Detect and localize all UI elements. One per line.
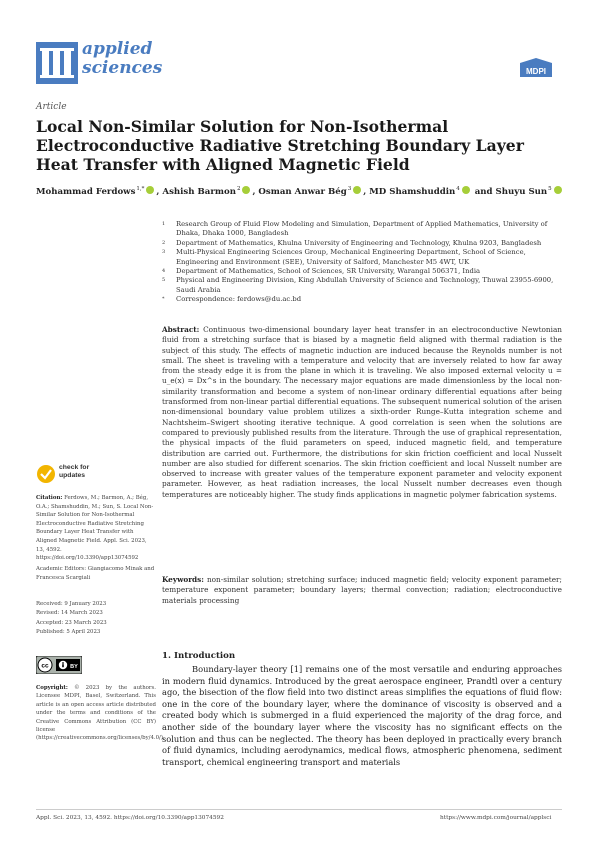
affiliations xyxy=(162,220,562,305)
affiliation-item xyxy=(162,295,562,304)
citation xyxy=(36,494,156,563)
affiliation-text: Department of Mathematics, Khulna University of Engineering and Technology, Khulna 9203, Bangladesh xyxy=(176,238,542,247)
author-name: Osman Anwar Bég xyxy=(258,187,347,197)
author[interactable] xyxy=(258,187,363,197)
cc-logo-text: cc xyxy=(41,662,49,670)
orcid-icon[interactable] xyxy=(554,186,562,194)
affiliation-text: Department of Mathematics, School of Sciences, SR University, Warangal 506371, India xyxy=(176,267,481,276)
mdpi-logo-icon xyxy=(516,57,556,79)
orcid-icon[interactable] xyxy=(353,186,361,194)
author[interactable] xyxy=(496,187,564,197)
abstract xyxy=(162,325,562,500)
author-affiliation-number: 5 xyxy=(548,186,552,193)
author-affiliation-number: 4 xyxy=(456,186,460,193)
author-name: MD Shamshuddin xyxy=(369,187,456,197)
article-title: Local Non-Similar Solution for Non-Isothermal Electroconductive Radiative Stretching Boundary Layer Heat Transfer with Aligned Magnetic Field xyxy=(36,117,524,174)
date-revised: Revised: 14 March 2023 xyxy=(36,610,103,617)
affiliation-number: 3 xyxy=(162,249,166,256)
check-updates-line1: check for xyxy=(59,464,90,471)
abstract-text: Continuous two-dimensional boundary layer heat transfer in an electroconductive Newtonian fluid from a stretching surface that is biased by a magnetic field aligned with thermal radiation is the subject of this study. The effects of magnetic induction are induced because the Reynolds number is not small. The sheet is traveling with a temperature and velocity that are inversely related to how far away from the steady edge it is from the plane in which it is traveling. We also imposed external velocity u = u_e(x) = Dx^s in the boundary. The necessary major equations are made dimensionless by the local non-similarity transformation and become a system of non-linear ordinary differential equations after being transformed from non-linear partial differential equations. The subsequent numerical solution of the arisen non-dimensional boundary value problem utilizes a sixth-order Runge–Kutta integration scheme and Nachtsheim–Swigert shooting iterative technique. A good correlation is seen when the solutions are compared to previously published results from the literature. Through the use of graphical representation, the physical impacts of the fluid parameters on speed, induced magnetic field, and temperature distribution are carried out. Furthermore, the distributions for skin friction coefficient and local Nusselt number are also studied for different scenarios. The skin friction coefficient and local Nusselt number are observed to increase with greater values of the temperature exponent parameter and velocity exponent parameter. However, as heat radiation increases, the local Nusselt number decreases even though temperatures are noticeably higher. The study finds applications in magnetic polymer fabrication systems. xyxy=(162,325,562,499)
affiliation-item xyxy=(162,220,562,239)
keywords xyxy=(162,575,562,606)
footer-divider xyxy=(36,809,562,810)
affiliation-text: Physical and Engineering Division, King Abdullah University of Science and Technology, Thuwal 23955-6900, Saudi Arabia xyxy=(176,276,554,294)
author-affiliation-number: 2 xyxy=(236,186,241,193)
affiliation-text: Correspondence: ferdows@du.ac.bd xyxy=(176,295,302,304)
affiliation-item xyxy=(162,267,562,276)
affiliation-number: * xyxy=(162,296,165,303)
copyright-text: © 2023 by the authors. Licensee MDPI, Basel, Switzerland. This article is an open access article distributed under the terms and conditions of the Creative Commons Attribution (CC BY) license (https://creativecommons.org/licenses/by/4.0/). xyxy=(36,685,165,742)
keywords-label: Keywords: xyxy=(162,575,204,584)
author-name: Mohammad Ferdows xyxy=(36,187,136,197)
keywords-text: non-similar solution; stretching surface; induced magnetic field; velocity exponent parameter; temperature exponent parameter; boundary layers; thermal convection; radiation; electroconductive materials processing xyxy=(162,575,562,605)
introduction-paragraph: Boundary-layer theory [1] remains one of the most versatile and enduring approaches in modern fluid dynamics. Introduced by the great aerospace engineer, Prandtl over a century ago, the bisection of the flow field into two distinct areas simplifies the equations of fluid flow: one in the core of the boundary layer, where the dominance of viscosity is observed and a created body which is submerged in a fluid experienced the majority of the drag force, and another side of the boundary layer where the viscosity has no significant effects on the solution and thus can be neglected. The theory has been deployed in practically every branch of fluid dynamics, including aerodynamics, medical flows, atmospheric phenomena, sediment transport, chemical engineering transport and materials xyxy=(162,664,562,767)
date-received: Received: 9 January 2023 xyxy=(36,601,107,607)
abstract-label: Abstract: xyxy=(162,325,200,334)
cc-by-license-icon[interactable] xyxy=(36,656,82,674)
orcid-icon[interactable] xyxy=(462,186,470,194)
affiliation-number: 4 xyxy=(162,268,166,275)
affiliation-item xyxy=(162,239,562,248)
author-name: Shuyu Sun xyxy=(495,187,548,197)
footer-journal-link[interactable]: https://www.mdpi.com/journal/applsci xyxy=(440,815,552,821)
mdpi-logo-text: MDPI xyxy=(526,67,546,76)
section-heading-introduction: 1. Introduction xyxy=(162,651,236,661)
author[interactable] xyxy=(162,187,252,197)
check-updates-line2: updates xyxy=(59,472,86,479)
check-for-updates-button[interactable] xyxy=(36,462,104,486)
date-accepted: Accepted: 23 March 2023 xyxy=(36,619,107,626)
cc-by-text: BY xyxy=(70,664,78,670)
author[interactable] xyxy=(36,187,156,197)
affiliation-item xyxy=(162,248,562,267)
orcid-icon[interactable] xyxy=(146,186,154,194)
author-affiliation-number: 3 xyxy=(347,186,352,193)
citation-label: Citation: xyxy=(36,495,63,501)
publication-dates xyxy=(36,600,156,638)
affiliation-text: Multi-Physical Engineering Sciences Group, Mechanical Engineering Department, School of Science, Engineering and Environment (SEE), University of Salford, Manchester M5 4WT, UK xyxy=(176,248,526,266)
journal-name-line1: applied xyxy=(82,39,153,59)
journal-name-line2: sciences xyxy=(82,58,163,78)
journal-name xyxy=(82,40,162,78)
author[interactable] xyxy=(369,187,471,197)
affiliation-number: 2 xyxy=(162,239,166,246)
footer-citation-link[interactable]: Appl. Sci. 2023, 13, 4592. https://doi.org/10.3390/app13074592 xyxy=(36,815,224,821)
orcid-icon[interactable] xyxy=(242,186,250,194)
author-list: Mohammad Ferdows$^{1,*}$ , Ashish Barmon$^2$ , Osman Anwar Bég$^3$ , MD Shamshuddin$^4$ and Shuyu Sun$^5$ xyxy=(36,186,576,197)
copyright-notice xyxy=(36,684,165,743)
affiliation-number: 1 xyxy=(162,221,166,227)
check-updates-icon xyxy=(36,464,56,484)
affiliation-item xyxy=(162,276,562,295)
academic-editors: Academic Editors: Giangiacomo Minak and Francesca Scargiali xyxy=(36,566,155,581)
journal-logo-icon xyxy=(36,42,78,84)
affiliation-text: Research Group of Fluid Flow Modeling and Simulation, Department of Applied Mathematics, University of Dhaka, Dhaka 1000, Bangladesh xyxy=(176,220,548,238)
copyright-label: Copyright: xyxy=(36,685,68,691)
citation-text: Ferdows, M.; Barmon, A.; Bég, O.A.; Shamshuddin, M.; Sun, S. Local Non-Similar Solution for Non-Isothermal Electroconductive Radiative Stretching Boundary Layer Heat Transfer with Aligned Magnetic Field. Appl. Sci. 2023, 13, 4592. https://doi.org/10.3390/app13074592 xyxy=(36,495,154,562)
date-published: Published: 5 April 2023 xyxy=(36,629,101,636)
affiliation-number: 5 xyxy=(162,277,166,284)
author-name: Ashish Barmon xyxy=(162,187,236,197)
author-affiliation-number: 1,* xyxy=(136,186,145,193)
article-type: Article xyxy=(36,102,67,112)
